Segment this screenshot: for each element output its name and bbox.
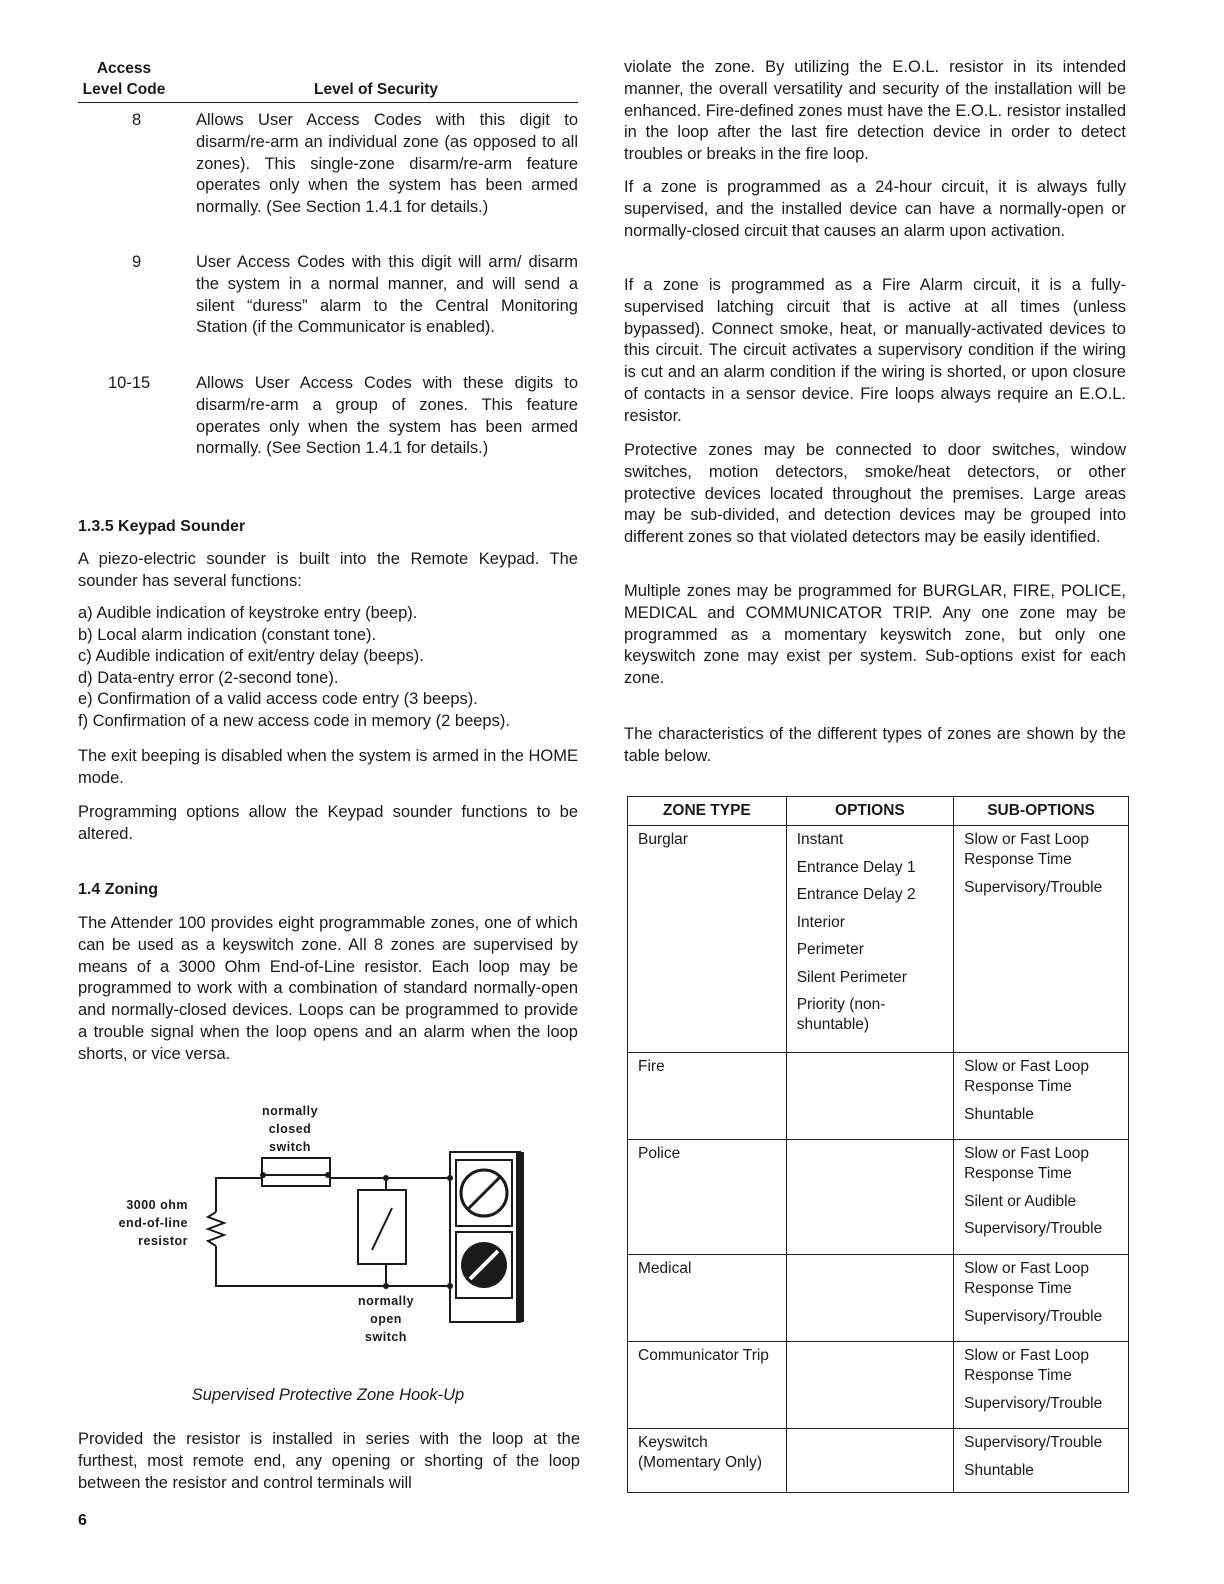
figure-caption: Supervised Protective Zone Hook-Up bbox=[191, 1386, 465, 1404]
zoning-heading: 1.4 Zoning bbox=[78, 881, 158, 898]
zone-type-table bbox=[627, 796, 1129, 1493]
table-row bbox=[628, 826, 1129, 1053]
sub-option-item: Slow or Fast Loop Response Time bbox=[964, 1347, 1090, 1384]
access-level-table-header bbox=[78, 58, 578, 103]
access-code: 8 bbox=[132, 111, 142, 129]
label-line: normally bbox=[357, 1294, 415, 1308]
no-contact bbox=[372, 1208, 392, 1250]
zone-type-cell: Police bbox=[628, 1140, 787, 1255]
sub-options-cell bbox=[954, 1429, 1129, 1493]
access-description: Allows User Access Codes with this digit to disarm/re-arm an individual zone (as opposed to all zones). This single-zone disarm/re-arm feature operates only when the system has been armed normally. (See Section 1.4.1 for details.) bbox=[196, 111, 578, 217]
programming-note: Programming options allow the Keypad sounder functions to be altered. bbox=[78, 803, 578, 843]
terminal-block bbox=[450, 1152, 520, 1322]
multiple-zones-paragraph: Multiple zones may be programmed for BURGLAR, FIRE, POLICE, MEDICAL and COMMUNICATOR TRIP. Any one zone may be programmed as a momentary keyswitch zone, but only one keyswitch zone may exist per system. Sub-options exist for each zone. bbox=[624, 582, 1126, 688]
column-header: OPTIONS bbox=[786, 797, 953, 826]
nc-switch-box bbox=[262, 1158, 330, 1186]
table-row bbox=[628, 1342, 1129, 1429]
access-description: Allows User Access Codes with these digits to disarm/re-arm a group of zones. This feature operates only when the system has been armed normally. (See Section 1.4.1 for details.) bbox=[196, 374, 578, 458]
resistor-icon bbox=[208, 1212, 224, 1246]
label-line: open bbox=[370, 1312, 402, 1326]
label-line: 3000 ohm bbox=[126, 1198, 188, 1212]
sub-option-item: Silent or Audible bbox=[964, 1192, 1077, 1210]
zone-type-cell: Communicator Trip bbox=[628, 1342, 787, 1429]
zoning-body: The Attender 100 provides eight programmable zones, one of which can be used as a keyswitch zone. All 8 zones are supervised by means of a 3000 Ohm End-of-Line resistor. Each loop may be programmed to work with a combination of standard normally-open and normally-closed devices. Loops can be programmed to provide a trouble signal when the loop opens and an alarm when the loop shorts, or vice versa. bbox=[78, 914, 578, 1063]
access-level-code-header bbox=[78, 58, 170, 100]
list-item: d) Data-entry error (2-second tone). bbox=[78, 668, 339, 687]
options-cell bbox=[786, 826, 953, 1053]
sub-option-item: Slow or Fast Loop Response Time bbox=[964, 1145, 1090, 1182]
sub-option-item: Slow or Fast Loop Response Time bbox=[964, 1260, 1090, 1297]
label-line: end-of-line bbox=[118, 1216, 188, 1230]
access-code: 9 bbox=[132, 253, 142, 271]
list-item: b) Local alarm indication (constant tone). bbox=[78, 625, 377, 644]
protective-zones-paragraph: Protective zones may be connected to door switches, window switches, motion detectors, smoke/heat detectors, or other protective devices located throughout the premises. Large areas may be sub-divided, and detection devices may be grouped into different zones so that violated detectors may be easily identified. bbox=[624, 441, 1126, 547]
sub-option-item: Shuntable bbox=[964, 1461, 1034, 1479]
header-line: Level Code bbox=[82, 81, 166, 98]
list-item: c) Audible indication of exit/entry delay (beeps). bbox=[78, 647, 424, 666]
sub-option-item: Supervisory/Trouble bbox=[964, 1394, 1103, 1412]
access-description: User Access Codes with this digit will arm/ disarm the system in a normal manner, and will send a silent “duress” alarm to the Central Monitoring Station (if the Communicator is enabled). bbox=[196, 253, 578, 337]
table-row bbox=[628, 1255, 1129, 1342]
label-line: resistor bbox=[138, 1234, 188, 1248]
sub-options-cell bbox=[954, 1140, 1129, 1255]
table-row bbox=[628, 1140, 1129, 1255]
column-header: ZONE TYPE bbox=[628, 797, 787, 826]
24hour-paragraph: If a zone is programmed as a 24-hour circuit, it is always fully supervised, and the installed device can have a normally-open or normally-closed circuit that causes an alarm upon activation. bbox=[624, 178, 1126, 240]
exit-beep-note: The exit beeping is disabled when the system is armed in the HOME mode. bbox=[78, 747, 578, 787]
sub-option-item: Supervisory/Trouble bbox=[964, 1307, 1103, 1325]
keypad-sounder-heading: 1.3.5 Keypad Sounder bbox=[78, 518, 246, 535]
option-item: Silent Perimeter bbox=[796, 968, 907, 986]
sub-option-item: Supervisory/Trouble bbox=[964, 878, 1103, 896]
label-line: normally bbox=[261, 1104, 319, 1118]
resistor-paragraph: Provided the resistor is installed in series with the loop at the furthest, most remote end, any opening or shorting of the loop between the resistor and control terminals will bbox=[78, 1430, 580, 1492]
sounder-function-list bbox=[78, 603, 588, 733]
options-cell bbox=[786, 1342, 953, 1429]
label-line: closed bbox=[268, 1122, 312, 1136]
column-header: SUB-OPTIONS bbox=[954, 797, 1129, 826]
list-item: f) Confirmation of a new access code in memory (2 beeps). bbox=[78, 711, 510, 730]
access-code: 10-15 bbox=[108, 374, 151, 392]
options-cell bbox=[786, 1255, 953, 1342]
table-row bbox=[628, 1429, 1129, 1493]
option-item: Entrance Delay 1 bbox=[796, 858, 916, 876]
sub-options-cell bbox=[954, 1255, 1129, 1342]
option-item: Instant bbox=[796, 831, 844, 848]
zone-type-cell: Keyswitch (Momentary Only) bbox=[628, 1429, 787, 1493]
options-cell bbox=[786, 1140, 953, 1255]
label-line: switch bbox=[269, 1140, 311, 1154]
sub-option-item: Shuntable bbox=[964, 1105, 1034, 1123]
options-cell bbox=[786, 1429, 953, 1493]
zone-type-cell: Medical bbox=[628, 1255, 787, 1342]
sub-option-item: Supervisory/Trouble bbox=[964, 1434, 1103, 1451]
wire bbox=[216, 1246, 450, 1286]
table-header-row bbox=[628, 797, 1129, 826]
option-item: Entrance Delay 2 bbox=[796, 886, 916, 903]
eol-paragraph: violate the zone. By utilizing the E.O.L. resistor in its intended manner, the overall versatility and security of the installation will be enhanced. Fire-defined zones must have the E.O.L. resistor installed in the loop after the last fire detection device in order to detect troubles or breaks in the fire loop. bbox=[624, 58, 1126, 164]
header-line: Access bbox=[96, 60, 152, 77]
sub-options-cell bbox=[954, 1053, 1129, 1140]
zone-type-cell: Burglar bbox=[628, 826, 787, 1053]
sub-options-cell bbox=[954, 1342, 1129, 1429]
sub-options-cell bbox=[954, 826, 1129, 1053]
wire bbox=[216, 1178, 262, 1212]
keypad-sounder-intro: A piezo-electric sounder is built into the Remote Keypad. The sounder has several functions: bbox=[78, 550, 578, 590]
list-item: e) Confirmation of a valid access code entry (3 beeps). bbox=[78, 690, 478, 709]
option-item: Perimeter bbox=[796, 941, 864, 958]
hookup-diagram bbox=[110, 1100, 560, 1350]
option-item: Priority (non-shuntable) bbox=[796, 996, 886, 1033]
sub-option-item: Slow or Fast Loop Response Time bbox=[964, 831, 1090, 868]
sub-option-item: Slow or Fast Loop Response Time bbox=[964, 1058, 1090, 1095]
level-of-security-header: Level of Security bbox=[314, 81, 439, 98]
circuit-drawing bbox=[110, 1100, 560, 1350]
fire-alarm-paragraph: If a zone is programmed as a Fire Alarm circuit, it is a fully-supervised latching circuit that is active at all times (unless bypassed). Connect smoke, heat, or manually-activated devices to this circuit. The circuit activates a supervisory condition if the wiring is cut and an alarm condition if the wiring is shorted, or upon closure of contacts in a sensor device. Fire loops always require an E.O.L. resistor. bbox=[624, 276, 1126, 425]
options-cell bbox=[786, 1053, 953, 1140]
label-line: switch bbox=[365, 1330, 407, 1344]
list-item: a) Audible indication of keystroke entry (beep). bbox=[78, 604, 418, 622]
page-number: 6 bbox=[78, 1512, 87, 1529]
option-item: Interior bbox=[796, 913, 845, 931]
zone-type-cell: Fire bbox=[628, 1053, 787, 1140]
sub-option-item: Supervisory/Trouble bbox=[964, 1220, 1103, 1237]
table-row bbox=[628, 1053, 1129, 1140]
table-intro-paragraph: The characteristics of the different types of zones are shown by the table below. bbox=[624, 725, 1126, 765]
